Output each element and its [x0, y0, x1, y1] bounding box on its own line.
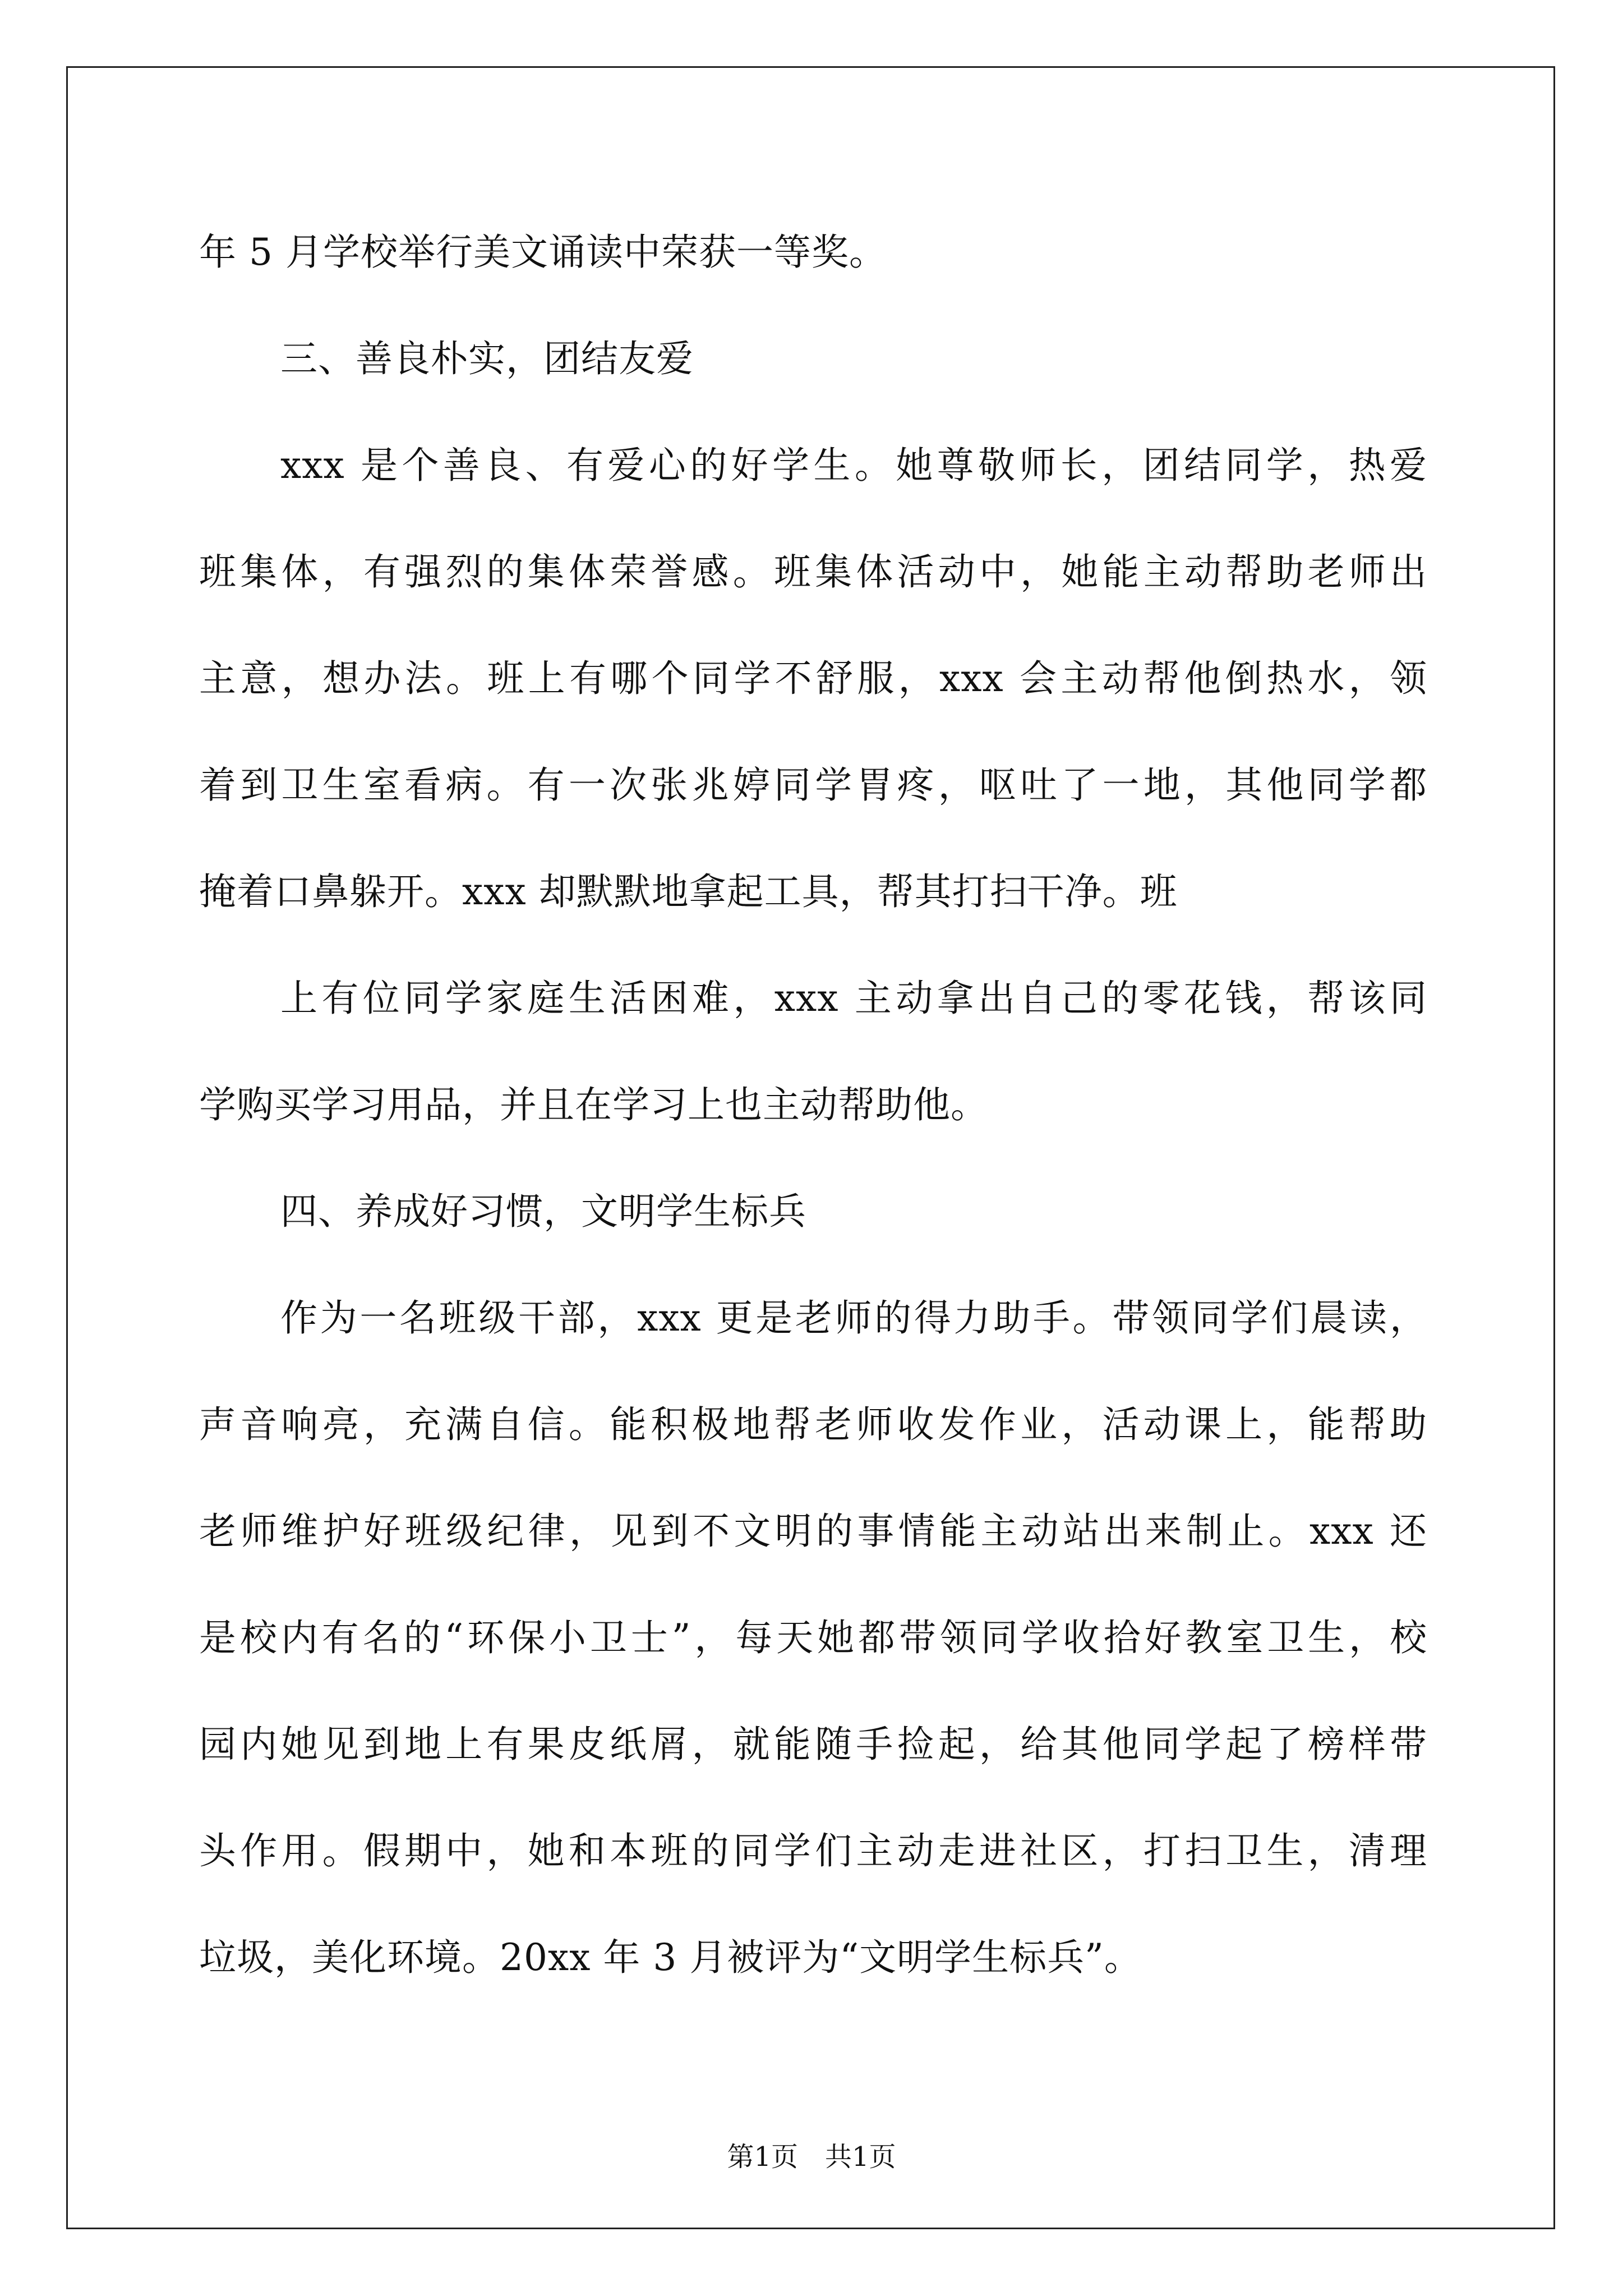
text-line: 头作用。假期中，她和本班的同学们主动走进社区，打扫卫生，清理 — [199, 1829, 1427, 1872]
text-line: 年 5 月学校举行美文诵读中荣获一等奖。 — [199, 231, 887, 274]
page-number-footer: 第1页 共1页 — [727, 2141, 896, 2173]
text-line: 老师维护好班级纪律，见到不文明的事情能主动站出来制止。xxx 还 — [199, 1510, 1427, 1553]
text-line: 上有位同学家庭生活困难，xxx 主动拿出自己的零花钱，帮该同 — [280, 977, 1427, 1020]
text-line: 是校内有名的“环保小卫士”，每天她都带领同学收拾好教室卫生，校 — [199, 1616, 1427, 1659]
text-line: xxx 是个善良、有爱心的好学生。她尊敬师长，团结同学，热爱 — [280, 444, 1427, 487]
text-line: 班集体，有强烈的集体荣誉感。班集体活动中，她能主动帮助老师出 — [199, 550, 1427, 593]
section-heading: 四、养成好习惯，文明学生标兵 — [280, 1190, 806, 1233]
text-line: 园内她见到地上有果皮纸屑，就能随手捡起，给其他同学起了榜样带 — [199, 1723, 1427, 1766]
text-line: 主意，想办法。班上有哪个同学不舒服，xxx 会主动帮他倒热水，领 — [199, 657, 1427, 700]
text-line: 学购买学习用品，并且在学习上也主动帮助他。 — [199, 1083, 988, 1126]
section-heading: 三、善良朴实，团结友爱 — [280, 337, 694, 380]
text-line: 垃圾，美化环境。20xx 年 3 月被评为“文明学生标兵”。 — [199, 1936, 1142, 1979]
page-border — [66, 66, 1555, 2229]
text-line: 掩着口鼻躲开。xxx 却默默地拿起工具，帮其打扫干净。班 — [199, 870, 1178, 913]
text-line: 着到卫生室看病。有一次张兆婷同学胃疼，呕吐了一地，其他同学都 — [199, 763, 1427, 807]
text-line: 声音响亮，充满自信。能积极地帮老师收发作业，活动课上，能帮助 — [199, 1403, 1427, 1446]
text-line: 作为一名班级干部，xxx 更是老师的得力助手。带领同学们晨读， — [280, 1296, 1427, 1340]
